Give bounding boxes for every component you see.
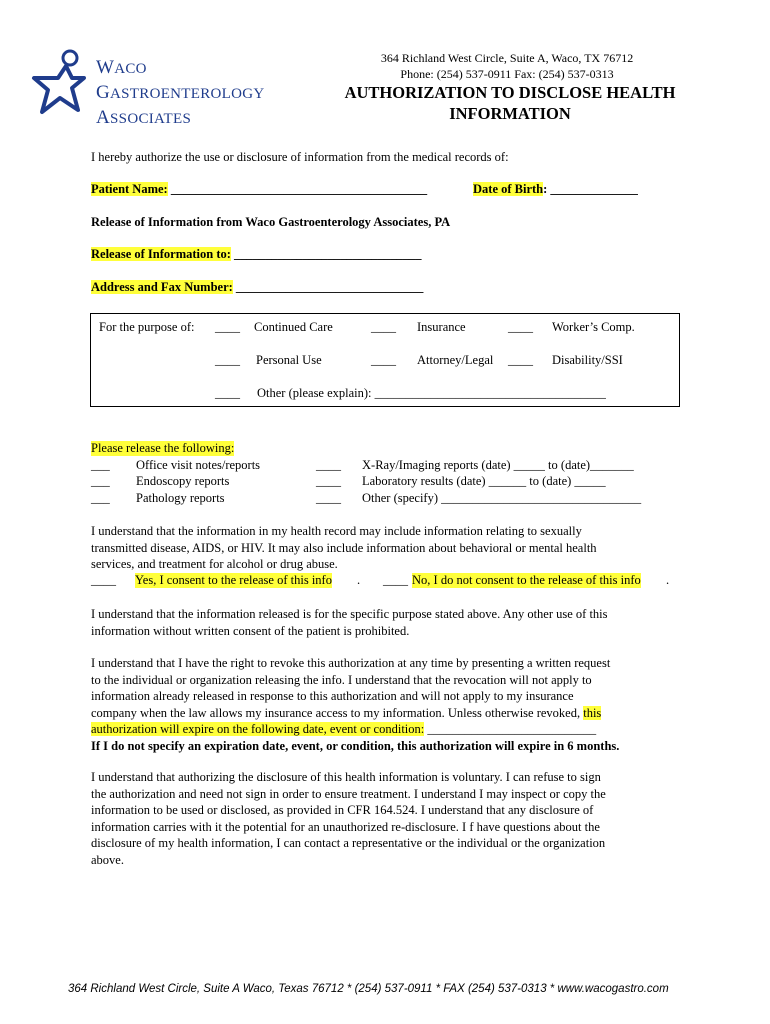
purpose-label: For the purpose of:: [99, 320, 195, 334]
expire-notice: If I do not specify an expiration date, event, or condition, this authorization will expire in 6 months.: [91, 738, 620, 753]
address-fax-line[interactable]: [91, 280, 423, 295]
dob-line[interactable]: Date of Birth: ______________: [473, 182, 638, 196]
release-to-field[interactable]: ______________________________: [230, 247, 422, 261]
header-address: 364 Richland West Circle, Suite A, Waco, TX 76712: [380, 51, 634, 65]
patient-name-line[interactable]: [91, 182, 427, 197]
page-footer: 364 Richland West Circle, Suite A Waco, Texas 76712 * (254) 537-0911 * FAX (254) 537-0313 * www.wacogastro.com: [68, 983, 669, 995]
consent-yes-option: Yes, I consent to the release of this info: [135, 573, 332, 587]
consent-paragraph: I understand that the information in my health record may include information relating to sexually transmitted disease, AIDS, or HIV. It may also include information about behavioral or mental health services, and treatment for alcohol or drug abuse.: [91, 524, 597, 571]
revoke-paragraph: I understand that I have the right to revoke this authorization at any time by presenting a written request to the individual or organization releasing the info. I understand that the revocation will not apply to information already released in response to this authorization and will not apply to my insurance company when the law allows my insurance access to my information. Unless otherwise revoked, this authorization will expire on the following date, event or condition: ___________________________ If I do not specify an expiration date, event, or condition, this authorization will expire in 6 months.: [91, 655, 681, 754]
release-following-heading: Please release the following:: [91, 441, 235, 455]
purpose-blank-personal-use[interactable]: ____: [215, 353, 240, 367]
release-item-xray[interactable]: X-Ray/Imaging reports (date) _____ to (date)_______: [362, 458, 634, 472]
release-item-blank[interactable]: ____: [316, 491, 341, 505]
purpose-option-personal-use: Personal Use: [256, 353, 322, 367]
purpose-paragraph: I understand that the information released is for the specific purpose stated above. Any other use of this information without written consent of the patient is prohibited.: [91, 607, 608, 638]
voluntary-paragraph: I understand that authorizing the disclosure of this health information is voluntary. I can refuse to sign the authorization and need not sign in order to ensure treatment. I understand I may inspect or copy the information to be used or disclosed, as provided in CFR 164.524. I understand that any disclosure of information carries with it the potential for an unauthorized re-disclosure. I f have questions about the disclosure of my health information, I can contact a representative or the individual or the organization above.: [91, 770, 606, 867]
release-item-office-visit: Office visit notes/reports: [136, 458, 261, 472]
patient-name-field[interactable]: _________________________________________: [167, 182, 428, 196]
purpose-option-workers-comp: Worker’s Comp.: [552, 320, 635, 334]
intro-text: I hereby authorize the use or disclosure of information from the medical records of:: [91, 150, 509, 164]
purpose-option-attorney: Attorney/Legal: [417, 353, 494, 367]
purpose-option-other[interactable]: Other (please explain): _____________________________________: [257, 386, 606, 400]
purpose-blank-disability[interactable]: ____: [508, 353, 533, 367]
purpose-blank-other[interactable]: ____: [215, 386, 240, 400]
address-fax-label: Address and Fax Number:: [91, 280, 233, 294]
consent-yes-blank[interactable]: ____: [91, 573, 116, 587]
purpose-option-insurance: Insurance: [417, 320, 466, 334]
period: .: [357, 573, 361, 587]
purpose-blank-continued-care[interactable]: ____: [215, 320, 240, 334]
star-figure-icon: [28, 48, 88, 120]
release-from: Release of Information from Waco Gastroenterology Associates, PA: [91, 215, 451, 229]
address-fax-field[interactable]: ______________________________: [232, 280, 424, 294]
header-phone-fax: Phone: (254) 537-0911 Fax: (254) 537-0313: [400, 67, 614, 81]
dob-field[interactable]: ______________: [547, 182, 638, 196]
release-item-blank[interactable]: ___: [91, 458, 110, 472]
dob-label: Date of Birth: [473, 182, 544, 196]
release-item-blank[interactable]: ____: [316, 474, 341, 488]
consent-no-option: No, I do not consent to the release of this info: [412, 573, 641, 587]
expiration-field[interactable]: ___________________________: [424, 722, 597, 736]
purpose-blank-insurance[interactable]: ____: [371, 320, 396, 334]
release-item-other[interactable]: Other (specify) ________________________________: [362, 491, 642, 505]
purpose-blank-workers-comp[interactable]: ____: [508, 320, 533, 334]
release-to-label: Release of Information to:: [91, 247, 231, 261]
release-item-blank[interactable]: ___: [91, 474, 110, 488]
period: .: [666, 573, 670, 587]
release-to-line[interactable]: [91, 247, 422, 262]
logo: [28, 48, 88, 124]
release-item-endoscopy: Endoscopy reports: [136, 474, 230, 488]
patient-name-label: Patient Name:: [91, 182, 168, 196]
consent-no-blank[interactable]: ____: [383, 573, 408, 587]
release-item-pathology: Pathology reports: [136, 491, 225, 505]
page-title: AUTHORIZATION TO DISCLOSE HEALTH INFORMATION: [344, 83, 676, 123]
release-item-lab[interactable]: Laboratory results (date) ______ to (date) _____: [362, 474, 606, 488]
purpose-option-continued-care: Continued Care: [254, 320, 333, 334]
logo-text: WACO GASTROENTEROLOGY ASSOCIATES: [96, 57, 265, 128]
release-item-blank[interactable]: ____: [316, 458, 341, 472]
purpose-option-disability: Disability/SSI: [552, 353, 623, 367]
release-item-blank[interactable]: ___: [91, 491, 110, 505]
purpose-blank-attorney[interactable]: ____: [371, 353, 396, 367]
